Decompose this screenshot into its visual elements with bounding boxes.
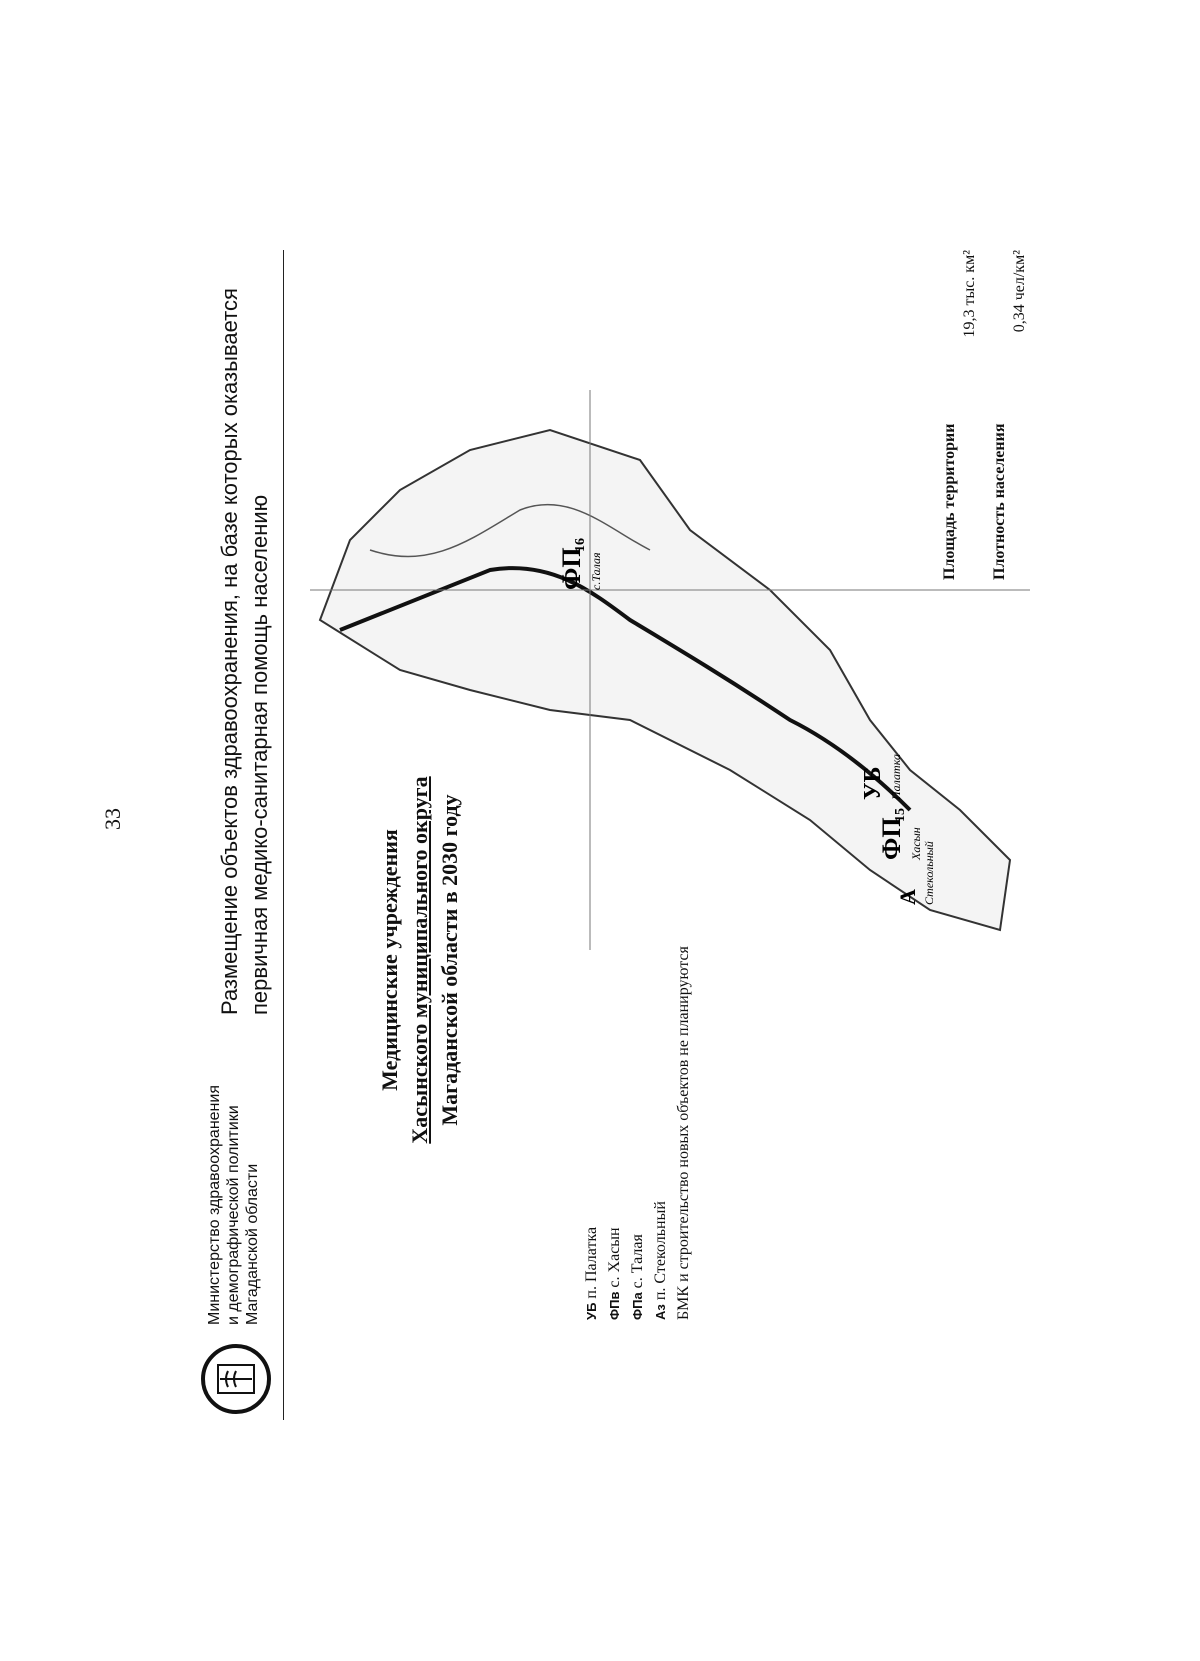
legend-note: БМК и строительство новых объектов не планируются: [675, 946, 692, 1320]
marker-place: Палатка: [889, 753, 903, 800]
district-map: [310, 390, 1030, 950]
density-label: Плотность населения: [991, 423, 1008, 580]
marker-label: ФП: [877, 817, 906, 860]
map-title-line: Медицинские учреждения: [377, 829, 402, 1091]
ministry-line: и демографической политики: [225, 1105, 242, 1325]
marker-place: Хасын: [909, 827, 923, 860]
document-title-line: первичная медико-санитарная помощь населению: [247, 494, 272, 1015]
marker-label: ФП: [557, 547, 586, 590]
marker-sub: 15: [893, 808, 908, 822]
marker-place: с.Талая: [589, 552, 603, 590]
map-title-line: Магаданской области в 2030 году: [437, 794, 462, 1126]
ministry-line: Министерство здравоохранения: [206, 1085, 223, 1325]
marker-label: А: [895, 889, 920, 905]
legend-item: ФПа с. Талая: [629, 1234, 646, 1320]
legend-item: УБ п. Палатка: [583, 1226, 600, 1320]
area-label: Площадь территории: [941, 423, 958, 580]
marker-label: УБ: [860, 766, 886, 800]
legend-item: ФПв с. Хасын: [606, 1227, 623, 1320]
document-title: [215, 255, 275, 1015]
ministry-emblem-icon: [200, 1343, 272, 1415]
ministry-name: [205, 985, 262, 1325]
header-divider: [283, 250, 284, 1420]
marker-place: Стекольный: [922, 841, 936, 905]
document-title-line: Размещение объектов здравоохранения, на базе которых оказывается: [217, 288, 242, 1015]
map-title-line: Хасынского муниципального округа: [407, 776, 432, 1144]
ministry-line: Магаданской области: [244, 1163, 261, 1325]
territory-stats: [940, 250, 1040, 580]
page-number: 33: [100, 808, 125, 830]
district-boundary: [320, 430, 1010, 930]
legend-item: Аз п. Стекольный: [652, 1201, 669, 1320]
area-value: 19,3 тыс. км²: [961, 250, 978, 338]
density-value: 0,34 чел/км²: [1011, 250, 1028, 333]
marker-sub: 16: [573, 538, 588, 552]
